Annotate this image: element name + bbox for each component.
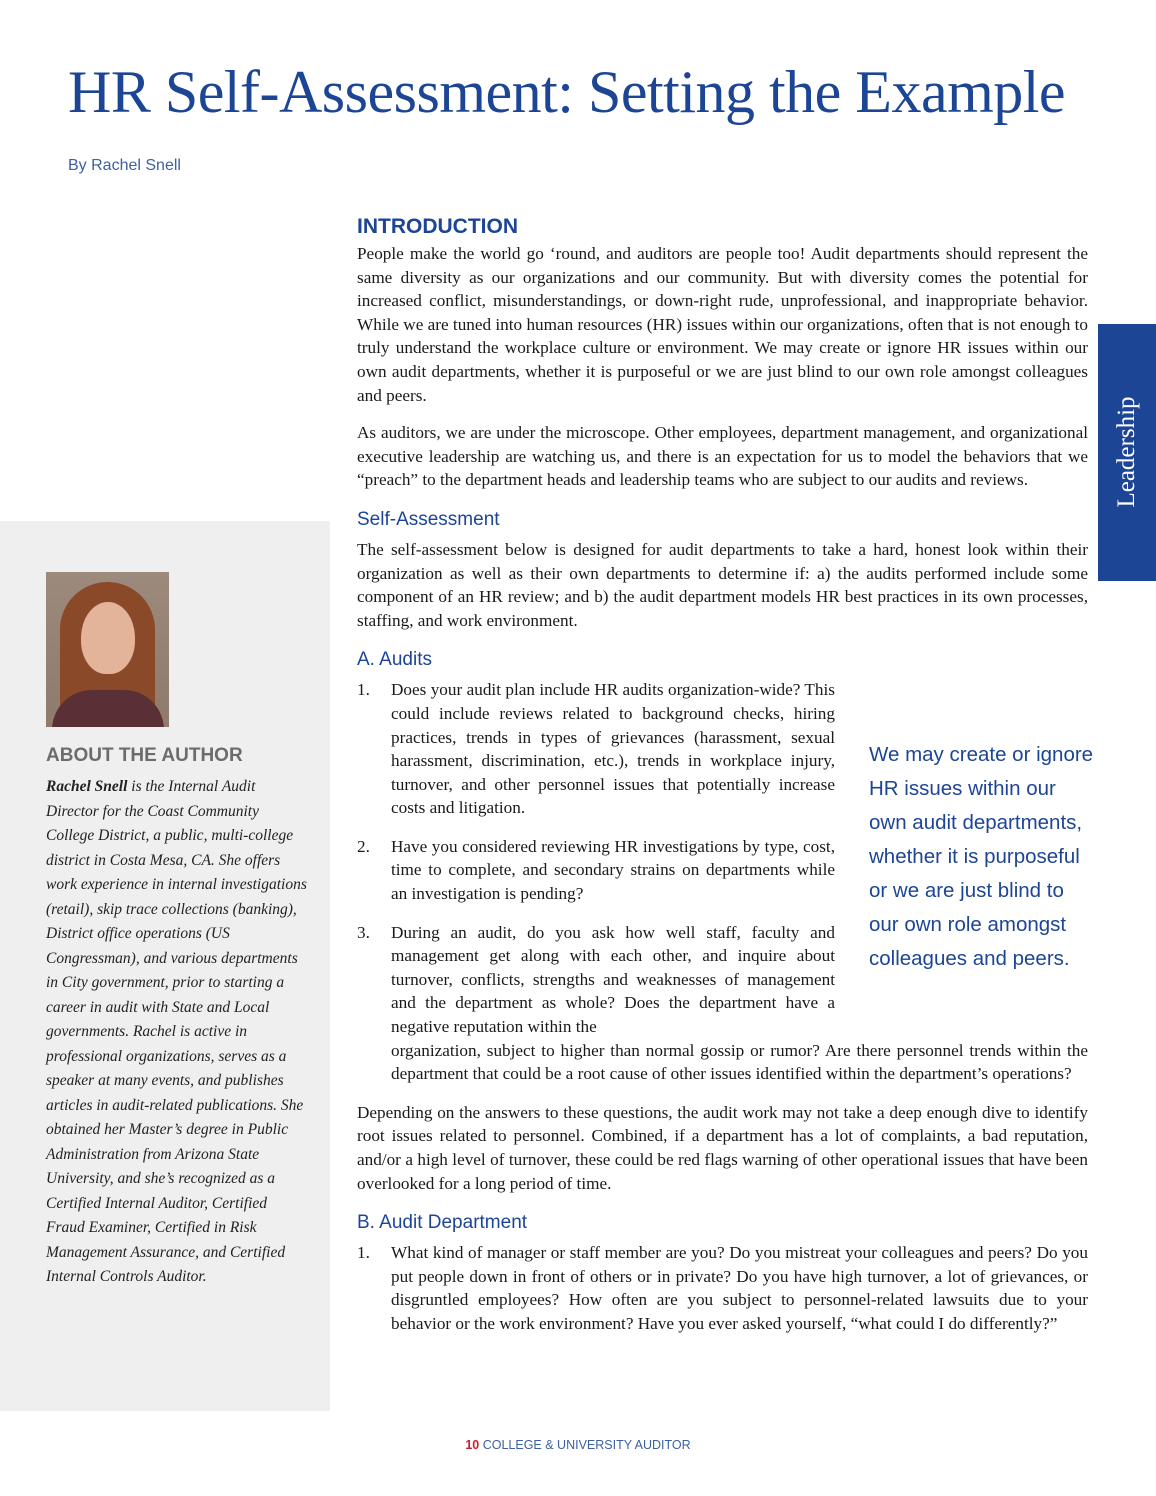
list-item xyxy=(357,1241,1088,1335)
list-item-number: 1. xyxy=(357,1243,370,1263)
introduction-heading: INTRODUCTION xyxy=(357,215,518,238)
list-item-number: 2. xyxy=(357,836,370,856)
section-a-summary: Depending on the answers to these questions, the audit work may not take a deep enough dive to identify root issues related to personnel. Combined, if a department has a lot of complaints, a bad reputation, and/or a high level of turnover, these could be red flags warning of other operational issues that have been overlooked for a long period of time. xyxy=(357,1102,1088,1193)
list-item xyxy=(357,835,835,906)
about-author-heading: ABOUT THE AUTHOR xyxy=(46,745,243,766)
pull-quote: We may create or ignore HR issues within our own audit departments, whether it is purposeful or we are just blind to our own role amongst colleagues and peers. xyxy=(869,743,1094,970)
page-number: 10 xyxy=(465,1438,480,1452)
author-bio xyxy=(46,775,308,1290)
author-name: Rachel Snell xyxy=(46,778,128,795)
byline: By Rachel Snell xyxy=(68,157,181,174)
page-footer xyxy=(0,1438,1156,1452)
list-item-text: What kind of manager or staff member are you? Do you mistreat your colleagues and peers? Do you put people down in front of others or in private? Do you have high turnover, a lot of grievances, or disgruntled employees? How often are you subject to personnel-related lawsuits due to your behavior or the work environment? Have you ever asked yourself, “what could I do differently?” xyxy=(391,1243,1088,1333)
list-item-text-wide: organization, subject to higher than normal gossip or rumor? Are there personnel trends within the department that could be a root cause of other issues identified within the department’s operations? xyxy=(391,1040,1088,1084)
section-tab xyxy=(1098,324,1156,581)
intro-paragraph-1: People make the world go ‘round, and auditors are people too! Audit departments should represent the same diversity as our organizations and our community. But with diversity comes the potential for increased conflict, misunderstandings, or down-right rude, unprofessional, and inappropriate behavior. While we are tuned into human resources (HR) issues within our organizations, often that is not enough to truly understand the workplace culture or environment. We may create or ignore HR issues within our own audit departments, whether it is purposeful or we are just blind to our own role amongst colleagues and peers. xyxy=(357,244,1088,405)
list-item-text-narrow: During an audit, do you ask how well staff, faculty and management get along with each other, and inquire about turnover, conflicts, strengths and weaknesses of management and the department as whole? Does the department have a negative reputation within the xyxy=(391,922,835,1037)
author-photo xyxy=(46,572,169,727)
self-assessment-heading: Self-Assessment xyxy=(357,508,500,530)
section-b-heading: B. Audit Department xyxy=(357,1212,528,1234)
intro-paragraph-2: As auditors, we are under the microscope. Other employees, department management, and organizational executive leadership are watching us, and there is an expectation for us to model the behaviors that we “preach” to the department heads and leadership teams who are subject to our audits and reviews. xyxy=(357,423,1088,490)
section-tab-label: Leadership xyxy=(1113,396,1140,508)
author-bio-text: is the Internal Audit Director for the Coast Community College District, a public, multi-college district in Costa Mesa, CA. She offers work experience in internal investigations (retail), skip trace collections (banking), District office operations (US Congressman), and various departments in City government, prior to starting a career in audit with State and Local governments. Rachel is active in professional organizations, serves as a speaker at many events, and publishes articles in audit-related publications. She obtained her Master’s degree in Public Administration from Arizona State University, and she’s recognized as a Certified Internal Auditor, Certified Fraud Examiner, Certified in Risk Management Assurance, and Certified Internal Controls Auditor. xyxy=(46,778,307,1285)
list-item-number: 3. xyxy=(357,922,370,942)
section-a-heading: A. Audits xyxy=(357,649,432,671)
publication-name: COLLEGE & UNIVERSITY AUDITOR xyxy=(479,1438,691,1452)
self-assessment-paragraph: The self-assessment below is designed for audit departments to take a hard, honest look within their organization as well as their own departments to determine if: a) the audits performed include some component of an HR review; and b) the audit department models HR best practices in its own processes, staffing, and work environment. xyxy=(357,539,1088,630)
list-item-text: Does your audit plan include HR audits organization-wide? This could include reviews related to background checks, hiring practices, trends in types of grievances (harassment, sexual harassment, discrimination, etc.), trends in workplace injury, turnover, and other personnel issues that potentially increase costs and litigation. xyxy=(391,680,835,818)
section-b-list xyxy=(357,1241,1088,1335)
list-item-text: Have you considered reviewing HR investigations by type, cost, time to complete, and secondary strains on departments while an investigation is pending? xyxy=(391,836,835,904)
list-item-number: 1. xyxy=(357,680,370,700)
list-item xyxy=(357,678,835,820)
article-title: HR Self-Assessment: Setting the Example xyxy=(68,59,1066,125)
